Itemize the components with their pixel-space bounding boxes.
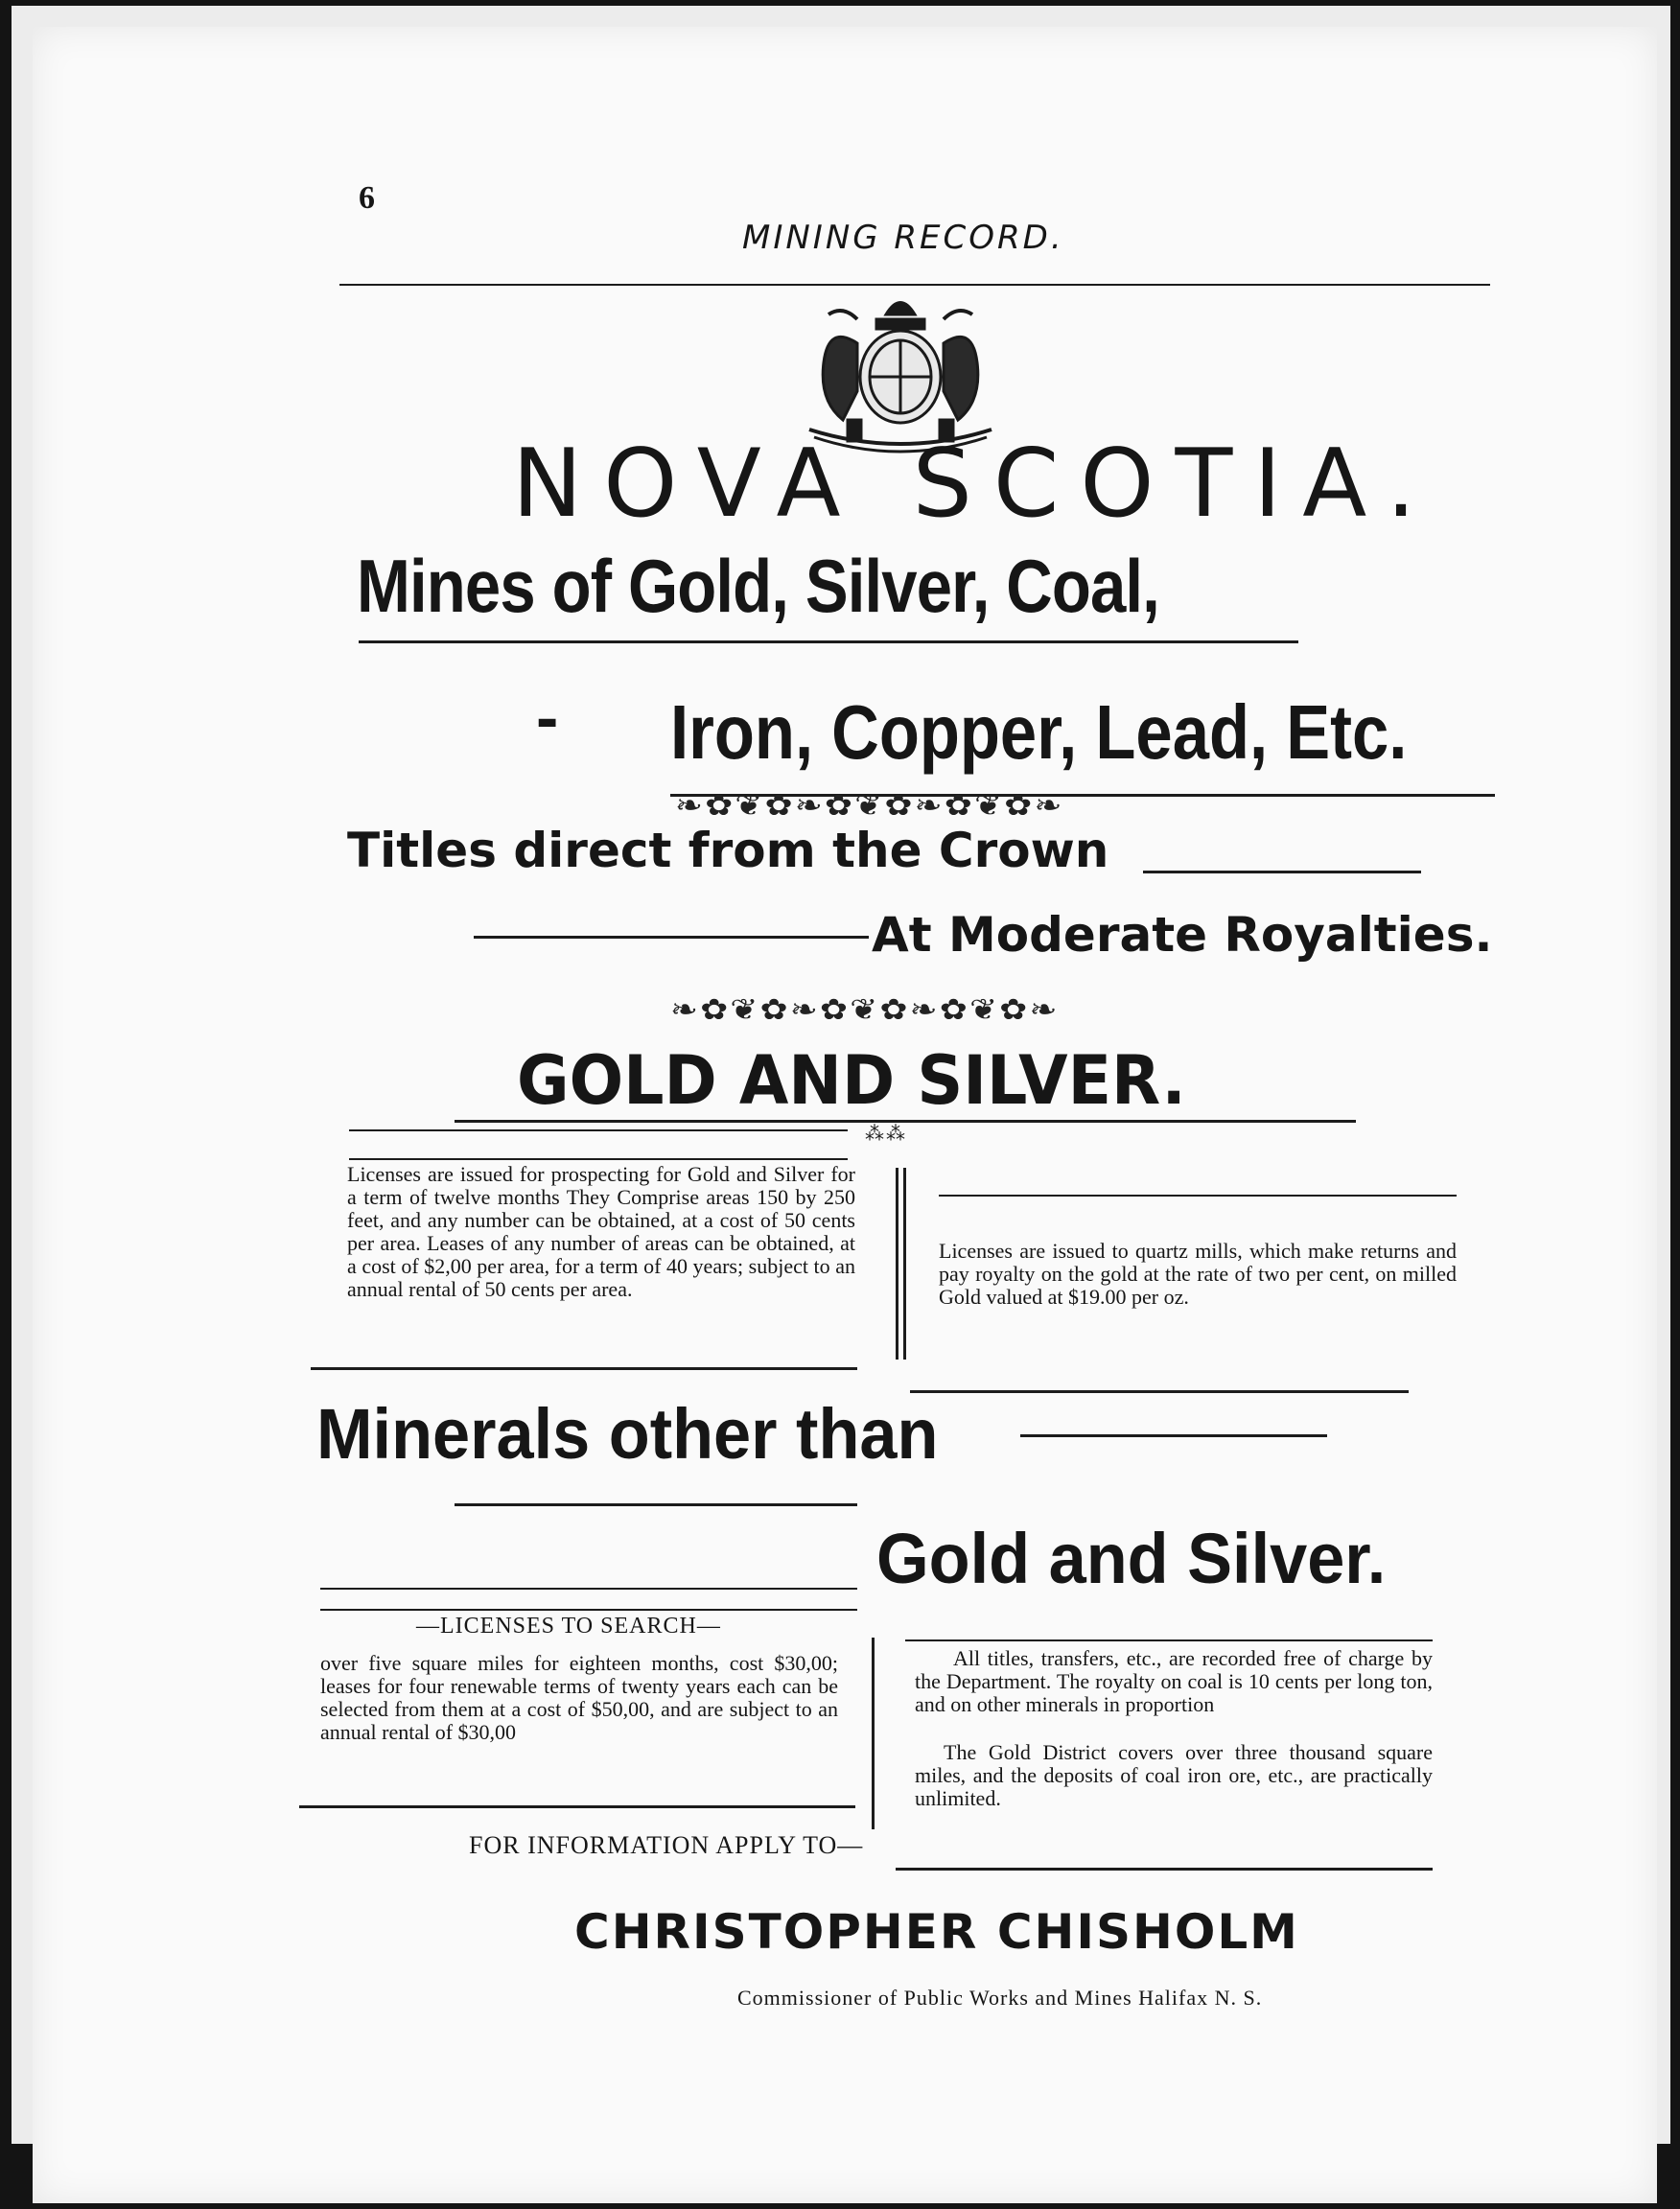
minerals-right-rule-bottom <box>896 1868 1433 1871</box>
gold-silver-dots: ⁂⁂ <box>865 1122 907 1145</box>
headline-title: NOVA SCOTIA. <box>512 430 1437 539</box>
magazine-page <box>33 27 1657 2203</box>
headline-rule-1 <box>359 640 1298 643</box>
contact-name: CHRISTOPHER CHISHOLM <box>574 1904 1299 1960</box>
gold-left-rule-top <box>349 1129 848 1131</box>
minerals-rule-2 <box>455 1503 857 1506</box>
royalties-line: At Moderate Royalties. <box>872 907 1493 963</box>
gold-silver-heading: GOLD AND SILVER. <box>517 1041 1186 1120</box>
ornament-divider-2: ❧✿❦✿❧✿❦✿❧✿❦✿❧ <box>670 993 1060 1027</box>
minerals-rule-1 <box>1020 1434 1327 1437</box>
apply-line: FOR INFORMATION APPLY TO— <box>469 1831 864 1859</box>
minerals-left-rule-bottom <box>299 1805 855 1808</box>
headline-line-1: Mines of Gold, Silver, Coal, <box>357 544 1159 628</box>
headline-dash: - <box>536 680 559 755</box>
minerals-heading-line-1: Minerals other than <box>316 1394 939 1474</box>
gold-column-divider-2 <box>903 1168 906 1360</box>
contact-office: Commissioner of Public Works and Mines Halifax N. S. <box>737 1986 1263 2010</box>
minerals-column-divider <box>872 1638 875 1829</box>
gold-left-rule-bottom <box>311 1367 857 1370</box>
gold-left-rule-top-2 <box>349 1158 848 1160</box>
minerals-right-rule-top <box>905 1639 1433 1641</box>
gold-silver-right-text: Licenses are issued to quartz mills, which make returns and pay royalty on the gold at the rate of two per cent, on milled Gold valued at $19.00 per oz. <box>939 1239 1457 1309</box>
licenses-to-search-heading: —LICENSES TO SEARCH— <box>416 1614 721 1639</box>
gold-right-rule-bottom <box>910 1390 1409 1393</box>
running-title: MINING RECORD. <box>742 219 1064 257</box>
minerals-heading-line-2: Gold and Silver. <box>876 1519 1387 1598</box>
minerals-left-rule-top-2 <box>320 1609 857 1611</box>
titles-rule <box>1143 871 1421 873</box>
page-number: 6 <box>359 180 375 216</box>
royalties-rule <box>474 936 869 939</box>
minerals-right-text-p1: All titles, transfers, etc., are recorded free of charge by the Department. The royalty on coal is 10 cents per long ton, and on other minerals in proportion <box>915 1646 1433 1716</box>
minerals-right-text-p2: The Gold District covers over three thousand square miles, and the deposits of coal iron ore, etc., are practically unlimited. <box>915 1740 1433 1810</box>
gold-column-divider <box>896 1168 898 1360</box>
titles-line: Titles direct from the Crown <box>347 823 1109 878</box>
headline-line-2: Iron, Copper, Lead, Etc. <box>670 689 1408 775</box>
gold-right-rule-top <box>939 1195 1457 1197</box>
gold-silver-left-text: Licenses are issued for prospecting for Gold and Silver for a term of twelve months They Comprise areas 150 by 250 feet, and any number can be obtained, at a cost of 50 cents per area. Leases of any number of areas can be obtained, at a cost of $2,00 per area, for a term of 40 years; subject to an annual rental of 50 cents per area. <box>347 1162 855 1301</box>
minerals-left-text: over five square miles for eighteen months, cost $30,00; leases for four renewable terms of twenty years each can be selected from them at a cost of $50,00, and are subject to an annual rental of $30,00 <box>320 1651 838 1744</box>
ornament-divider-1: ❧✿❦✿❧✿❦✿❧✿❦✿❧ <box>675 789 1064 823</box>
minerals-left-rule-top <box>320 1588 857 1590</box>
